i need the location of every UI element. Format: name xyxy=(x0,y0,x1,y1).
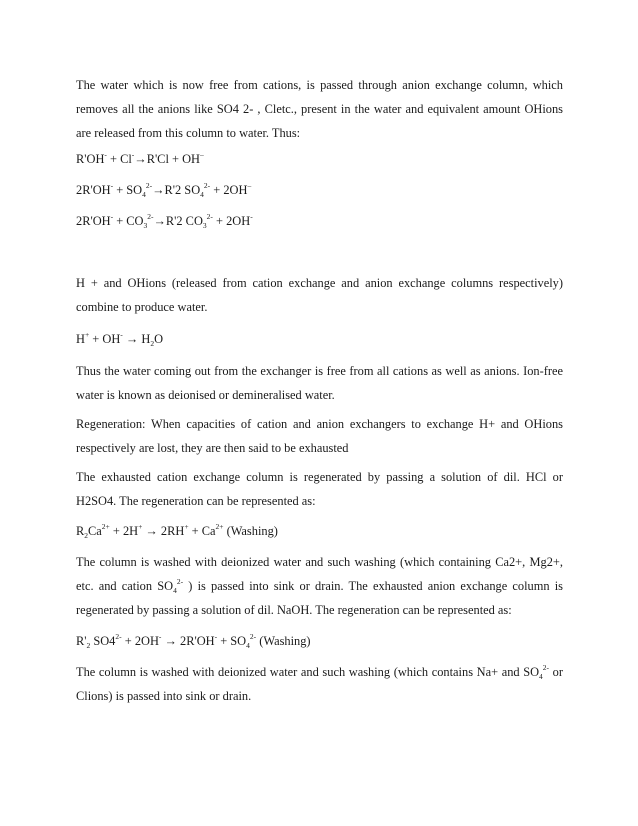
equation-water-formation: $H^+ + OH^- \to H_2O$ xyxy=(76,330,164,348)
paragraph-regeneration: Regeneration: When capacities of cation and anion exchangers to exchange H+ and OHions respectively are lost, they are then said to be exhausted xyxy=(76,417,563,455)
equation-sulphate-exchange: $2R'OH^- + SO_4^{2-}\to R'2$ $SO_4^{2-} + 2OH^-$ xyxy=(76,181,252,199)
equation-anion-regeneration: $R'_2$ $SO4^{2-} + 2OH^- \to 2R'OH^- + SO_4^{2-}$ (Washing) xyxy=(76,632,311,650)
paragraph-cation-regeneration: The exhausted cation exchange column is regenerated by passing a solution of dil. HCl or H2SO4. The regeneration can be represented as: xyxy=(76,470,563,508)
equation-carbonate-exchange: $2R'OH^- + CO_3^{2-}\to R'2$ $CO_3^{2-} + 2OH^-$ xyxy=(76,212,253,230)
paragraph-final-washing: The column is washed with deionized water and such washing (which contains Na+ and $SO_4^{2-}$ or Clions) is passed into sink or drain. xyxy=(76,663,563,703)
paragraph-deionised-water: Thus the water coming out from the exchanger is free from all cations as well as anions. Ion-free water is known as deionised or demineralised water. xyxy=(76,364,563,402)
equation-cation-regeneration: $R_2Ca^{2+} + 2H^+ \to 2RH^+ + Ca^{2+}$ (Washing) xyxy=(76,522,278,540)
paragraph-anion-exchange: The water which is now free from cations, is passed through anion exchange column, which removes all the anions like SO4 2- , Cletc., present in the water and equivalent amount OHions are released from this column to water. Thus: xyxy=(76,78,563,140)
paragraph-anion-regeneration: The column is washed with deionized water and such washing (which containing Ca2+, Mg2+, etc. and cation $SO_4^{2-}$ ) is passed into sink or drain. The exhausted anion exchange column is regenerated by passing a solution of dil. NaOH. The regeneration can be represented as: xyxy=(76,555,563,617)
equation-chloride-exchange: R'OH- + Cl-→R'Cl + OH– xyxy=(76,150,204,166)
paragraph-water-formation: H + and OHions (released from cation exchange and anion exchange columns respectively) combine to produce water. xyxy=(76,276,563,314)
